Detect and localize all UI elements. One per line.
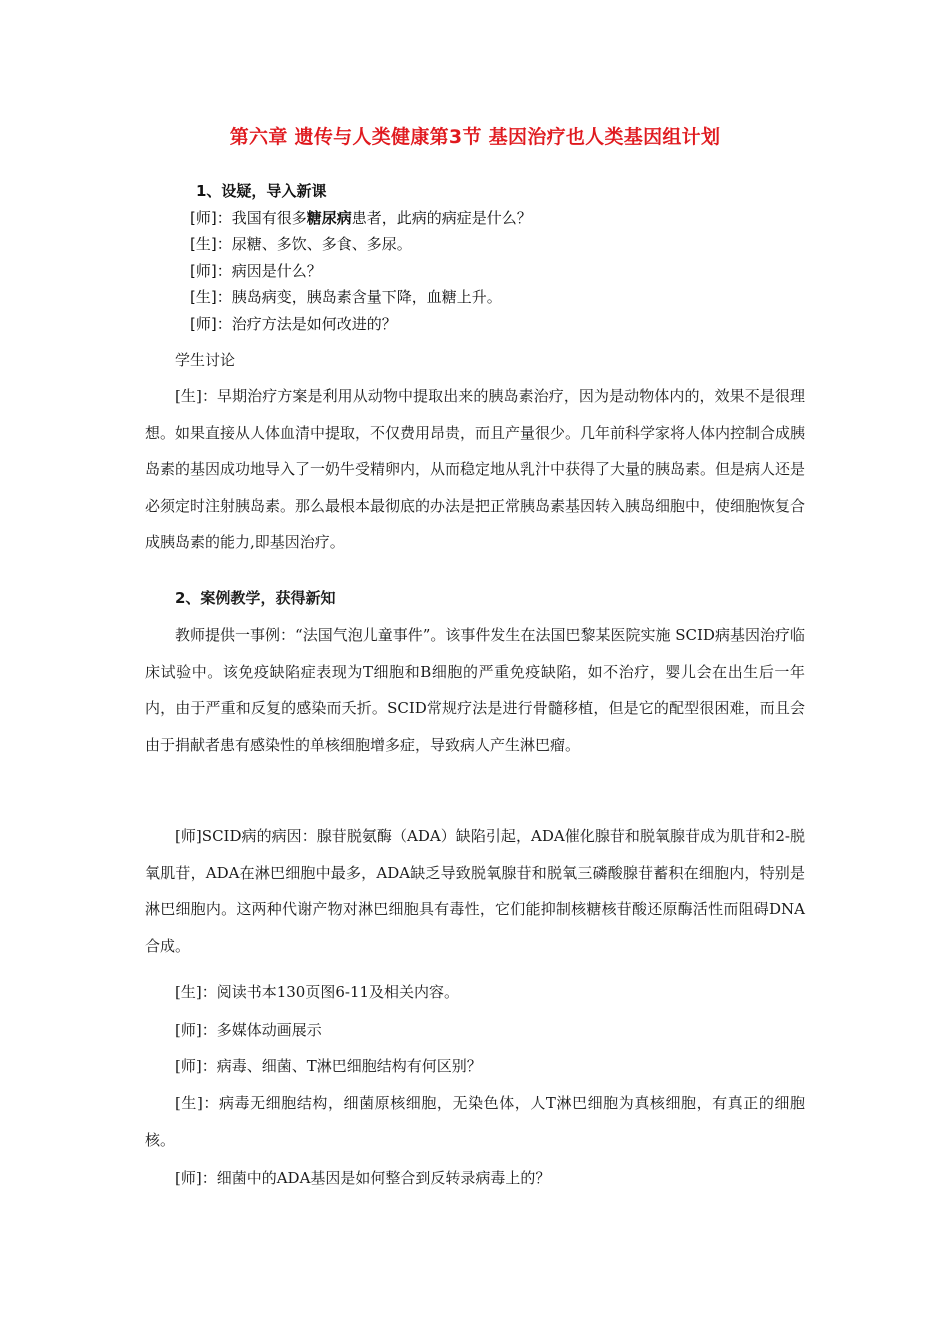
paragraph-read-book: [生]：阅读书本130页图6-11及相关内容。 [175, 983, 460, 1001]
paragraph-multimedia: [师]：多媒体动画展示 [175, 1021, 322, 1039]
paragraph-discussion: 学生讨论 [175, 351, 236, 369]
dialogue-line: [生]：胰岛病变，胰岛素含量下降，血糖上升。 [190, 288, 502, 306]
paragraph-question: [师]：病毒、细菌、T淋巴细胞结构有何区别？ [175, 1057, 482, 1075]
document-title: 第六章 遗传与人类健康第3节 基因治疗也人类基因组计划 [229, 126, 721, 148]
paragraph-student-answer: [生]：早期治疗方案是利用从动物中提取出来的胰岛素治疗，因为是动物体内的，效果不是很理想。如果直接从人体血清中提取，不仅费用昂贵，而且产量很少。几年前科学家将人体内控制合成胰岛素的基因成功地导入了一奶牛受精卵内，从而稳定地从乳汁中获得了大量的胰岛素。但是病人还是必须定时注射胰岛素。那么最根本最彻底的办法是把正常胰岛素基因转入胰岛细胞中，使细胞恢复合成胰岛素的能力,即基因治疗。 [145, 387, 806, 552]
dialogue-line: [生]：尿糖、多饮、多食、多尿。 [190, 235, 412, 253]
paragraph-answer: [生]：病毒无细胞结构，细菌原核细胞，无染色体，人T淋巴细胞为真核细胞，有真正的细胞核。 [145, 1094, 805, 1149]
paragraph-scid-cause: [师]SCID病的病因：腺苷脱氨酶（ADA）缺陷引起，ADA催化腺苷和脱氧腺苷成为肌苷和2-脱氧肌苷，ADA在淋巴细胞中最多，ADA缺乏导致脱氧腺苷和脱氧三磷酸腺苷蓄积在细胞内，特别是淋巴细胞内。这两种代谢产物对淋巴细胞具有毒性，它们能抑制核糖核苷酸还原酶活性而阻碍DNA合成。 [145, 827, 805, 955]
section-heading-1: 1、设疑，导入新课 [196, 182, 327, 200]
paragraph-case: 教师提供一事例：“法国气泡儿童事件”。该事件发生在法国巴黎某医院实施 SCID病基因治疗临床试验中。该免疫缺陷症表现为T细胞和B细胞的严重免疫缺陷，如不治疗，婴儿会在出生后一年内，由于严重和反复的感染而夭折。SCID常规疗法是进行骨髓移植，但是它的配型很困难，而且会由于捐献者患有感染性的单核细胞增多症，导致病人产生淋巴瘤。 [145, 626, 805, 754]
dialogue-line: [师]：我国有很多糖尿病患者，此病的病症是什么？ [190, 208, 532, 227]
section-heading-2: 2、案例教学，获得新知 [175, 589, 336, 607]
dialogue-line: [师]：治疗方法是如何改进的？ [190, 314, 397, 333]
embedded-dialogue-image [190, 178, 610, 333]
paragraph-question-ada: [师]：细菌中的ADA基因是如何整合到反转录病毒上的？ [175, 1169, 551, 1187]
dialogue-line: [师]：病因是什么？ [190, 261, 322, 280]
